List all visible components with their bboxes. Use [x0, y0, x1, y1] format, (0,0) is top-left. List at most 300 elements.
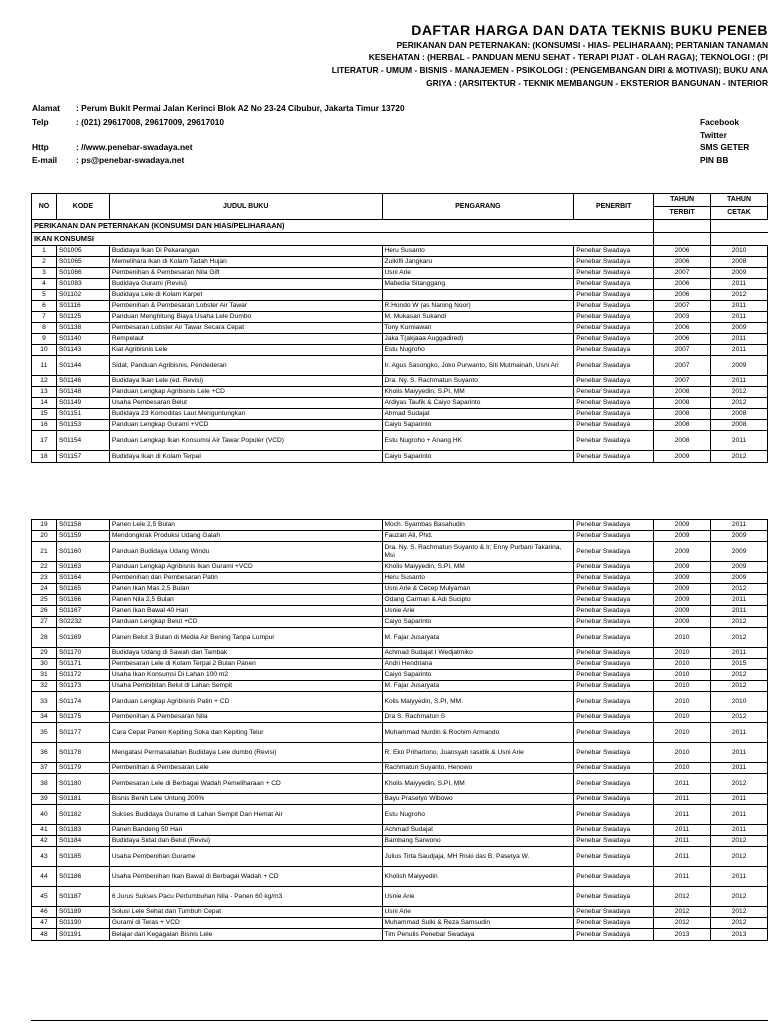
row-judul: Pembenihan dan Pembesaran Patin — [109, 573, 382, 584]
row-no: 8 — [32, 323, 57, 334]
row-no: 26 — [32, 606, 57, 617]
row-tahun-cetak: 2011 — [711, 334, 768, 345]
row-tahun-cetak: 2012 — [711, 836, 768, 847]
row-tahun-cetak: 2011 — [711, 279, 768, 290]
row-tahun-terbit: 2010 — [654, 763, 711, 774]
row-judul: Kiat Agribisnis Lele — [109, 345, 382, 356]
row-no: 42 — [32, 836, 57, 847]
category-line-2: KESEHATAN : (HERBAL - PANDUAN MENU SEHAT - TERAPI PIJAT - OLAH RAGA); TEKNOLOGI : (PI — [368, 52, 768, 62]
row-tahun-cetak: 2012 — [711, 617, 768, 628]
row-judul: Pembesaran Lele di Berbagai Wadah Pemeliharaan + CD — [109, 774, 382, 794]
row-tahun-terbit: 2010 — [654, 659, 711, 670]
table-row — [32, 681, 768, 692]
row-penerbit: Penebar Swadaya — [574, 387, 654, 398]
col-header-tahun-terbit-bottom: TERBIT — [654, 207, 711, 220]
row-penerbit: Penebar Swadaya — [574, 774, 654, 794]
row-judul: Panduan Lengkap Ikan Konsumsi Air Tawar Populer (VCD) — [109, 431, 382, 451]
row-kode: S01066 — [56, 268, 109, 279]
row-kode: S01178 — [56, 743, 109, 763]
twitter-label: Twitter — [700, 130, 727, 140]
col-header-no: NO — [32, 194, 57, 220]
row-kode: S01173 — [56, 681, 109, 692]
row-penerbit: Penebar Swadaya — [574, 847, 654, 867]
table-row — [32, 659, 768, 670]
row-judul: Pembesaran Lobster Air Tawar Secara Cepat — [109, 323, 382, 334]
row-penerbit: Penebar Swadaya — [574, 356, 654, 376]
row-no: 40 — [32, 805, 57, 825]
row-no: 13 — [32, 387, 57, 398]
row-no: 35 — [32, 723, 57, 743]
row-tahun-terbit: 2003 — [654, 312, 711, 323]
row-judul: Budidaya Lele di Kolam Karpet — [109, 290, 382, 301]
row-tahun-terbit: 2011 — [654, 825, 711, 836]
row-judul: Budidaya Ikan Di Pekarangan — [109, 246, 382, 257]
row-penerbit: Penebar Swadaya — [574, 763, 654, 774]
row-pengarang: Tim Penulis Penebar Swadaya — [382, 929, 574, 941]
row-pengarang: Caiyo Saparinto — [382, 617, 574, 628]
table-row — [32, 542, 768, 562]
row-tahun-terbit: 2006 — [654, 279, 711, 290]
row-no: 32 — [32, 681, 57, 692]
row-judul: Mengatasi Permasalahan Budidaya Lele dumbo (Revisi) — [109, 743, 382, 763]
row-pengarang: Usni Arie & Cecep Mulyaman — [382, 584, 574, 595]
row-no: 45 — [32, 887, 57, 907]
facebook-label: Facebook — [700, 117, 740, 127]
row-penerbit: Penebar Swadaya — [574, 246, 654, 257]
http-label: Http — [32, 142, 49, 152]
row-judul: Budidaya 23 Komoditas Laut Menguntungkan — [109, 409, 382, 420]
row-pengarang: Usnie Arie — [382, 606, 574, 617]
row-no: 29 — [32, 648, 57, 659]
row-tahun-terbit: 2010 — [654, 628, 711, 648]
row-penerbit: Penebar Swadaya — [574, 531, 654, 542]
row-penerbit: Penebar Swadaya — [574, 376, 654, 387]
col-header-tahun-cetak-bottom: CETAK — [711, 207, 768, 220]
empty-cell — [711, 233, 768, 246]
row-tahun-cetak: 2012 — [711, 670, 768, 681]
row-no: 21 — [32, 542, 57, 562]
row-no: 7 — [32, 312, 57, 323]
row-tahun-cetak: 2011 — [711, 825, 768, 836]
row-tahun-cetak: 2011 — [711, 763, 768, 774]
address-value: : Perum Bukit Permai Jalan Kerinci Blok A2 No 23-24 Cibubur, Jakarta Timur 13720 — [76, 103, 405, 113]
row-kode: S01182 — [56, 805, 109, 825]
row-kode: S01116 — [56, 301, 109, 312]
row-tahun-cetak: 2015 — [711, 659, 768, 670]
table-row — [32, 584, 768, 595]
table-row — [32, 712, 768, 723]
row-no: 38 — [32, 774, 57, 794]
row-tahun-terbit: 2010 — [654, 681, 711, 692]
row-tahun-terbit: 2006 — [654, 290, 711, 301]
row-penerbit: Penebar Swadaya — [574, 692, 654, 712]
row-tahun-cetak: 2008 — [711, 420, 768, 431]
row-tahun-cetak: 2011 — [711, 648, 768, 659]
row-penerbit: Penebar Swadaya — [574, 825, 654, 836]
table-row — [32, 520, 768, 531]
row-no: 39 — [32, 794, 57, 805]
table-row — [32, 723, 768, 743]
row-no: 19 — [32, 520, 57, 531]
row-tahun-cetak: 2011 — [711, 595, 768, 606]
row-tahun-cetak: 2009 — [711, 356, 768, 376]
row-kode: S01183 — [56, 825, 109, 836]
row-tahun-terbit: 2009 — [654, 617, 711, 628]
row-penerbit: Penebar Swadaya — [574, 606, 654, 617]
row-no: 31 — [32, 670, 57, 681]
row-tahun-cetak: 2010 — [711, 246, 768, 257]
table-row — [32, 301, 768, 312]
row-pengarang: Muhammad Nurdin & Rochim Armando — [382, 723, 574, 743]
row-penerbit: Penebar Swadaya — [574, 323, 654, 334]
row-no: 11 — [32, 356, 57, 376]
row-kode: S01157 — [56, 451, 109, 463]
row-no: 44 — [32, 867, 57, 887]
row-no: 36 — [32, 743, 57, 763]
row-tahun-cetak: 2011 — [711, 723, 768, 743]
row-tahun-terbit: 2010 — [654, 712, 711, 723]
row-penerbit: Penebar Swadaya — [574, 595, 654, 606]
row-tahun-cetak: 2012 — [711, 847, 768, 867]
row-tahun-cetak: 2011 — [711, 312, 768, 323]
row-tahun-terbit: 2009 — [654, 573, 711, 584]
table-row — [32, 887, 768, 907]
row-pengarang: Rachmatun Suyanto, Henowo — [382, 763, 574, 774]
row-no: 41 — [32, 825, 57, 836]
row-kode: S01175 — [56, 712, 109, 723]
row-penerbit: Penebar Swadaya — [574, 670, 654, 681]
row-no: 37 — [32, 763, 57, 774]
row-pengarang: R. Eko Prihartono, Juansyah rasidik & Usni Arie — [382, 743, 574, 763]
row-judul: Pembesaran Lele di Kolam Terpal 2 Bulan Panen — [109, 659, 382, 670]
row-no: 28 — [32, 628, 57, 648]
table-row — [32, 648, 768, 659]
row-tahun-terbit: 2010 — [654, 648, 711, 659]
email-value[interactable]: : ps@penebar-swadaya.net — [76, 155, 185, 165]
row-tahun-cetak: 2011 — [711, 376, 768, 387]
row-no: 4 — [32, 279, 57, 290]
row-kode: S01174 — [56, 692, 109, 712]
row-pengarang: Muhammad Sulki & Reza Samsudin — [382, 918, 574, 929]
row-tahun-cetak: 2009 — [711, 268, 768, 279]
row-pengarang: Kholis Maiyyedin, S.PI, MM — [382, 774, 574, 794]
row-kode: S01160 — [56, 542, 109, 562]
table-row — [32, 805, 768, 825]
row-no: 30 — [32, 659, 57, 670]
row-no: 16 — [32, 420, 57, 431]
row-no: 1 — [32, 246, 57, 257]
row-kode: S01191 — [56, 929, 109, 941]
row-kode: S01146 — [56, 376, 109, 387]
table-row — [32, 376, 768, 387]
row-penerbit: Penebar Swadaya — [574, 312, 654, 323]
row-penerbit: Penebar Swadaya — [574, 279, 654, 290]
row-pengarang — [382, 290, 574, 301]
row-pengarang: Jaka T(akjaaa Auggadired) — [382, 334, 574, 345]
row-penerbit: Penebar Swadaya — [574, 867, 654, 887]
row-pengarang: Dra S. Rachmatun S — [382, 712, 574, 723]
row-kode: S01153 — [56, 420, 109, 431]
row-judul: Panen Ikan Mas 2,5 Bulan — [109, 584, 382, 595]
row-judul: Solusi Lele Sehat dan Tumbuh Cepat — [109, 907, 382, 918]
row-penerbit: Penebar Swadaya — [574, 431, 654, 451]
row-kode: S01171 — [56, 659, 109, 670]
row-judul: Usaha Ikan Konsumsi Di Lahan 100 m2 — [109, 670, 382, 681]
row-pengarang: Moch. Syambas Basahudin — [382, 520, 574, 531]
row-judul: Usaha Pembesaran Belut — [109, 398, 382, 409]
row-tahun-cetak: 2008 — [711, 409, 768, 420]
col-header-judul: JUDUL BUKU — [109, 194, 382, 220]
category-line-1: PERIKANAN DAN PETERNAKAN: (KONSUMSI - HIAS- PELIHARAAN); PERTANIAN TANAMAN — [396, 40, 768, 50]
empty-cell — [654, 220, 711, 233]
row-penerbit: Penebar Swadaya — [574, 907, 654, 918]
row-tahun-cetak: 2012 — [711, 681, 768, 692]
row-no: 33 — [32, 692, 57, 712]
row-judul: Usaha Pembenihan Ikan Bawal di Berbagai Wadah + CD — [109, 867, 382, 887]
row-penerbit: Penebar Swadaya — [574, 836, 654, 847]
row-tahun-cetak: 2009 — [711, 562, 768, 573]
table-row — [32, 290, 768, 301]
row-kode: S01148 — [56, 387, 109, 398]
row-no: 5 — [32, 290, 57, 301]
pinbb-label: PIN BB — [700, 155, 729, 165]
table-row — [32, 420, 768, 431]
empty-cell — [711, 220, 768, 233]
row-judul: Pembenihan & Pembesaran Nila Gift — [109, 268, 382, 279]
row-kode: S01187 — [56, 887, 109, 907]
table-row — [32, 409, 768, 420]
row-tahun-cetak: 2011 — [711, 794, 768, 805]
row-kode: S01149 — [56, 398, 109, 409]
row-pengarang: Julius Tirta Saudjaja, MH Riski das B. Pasetya W. — [382, 847, 574, 867]
row-tahun-cetak: 2012 — [711, 398, 768, 409]
row-tahun-cetak: 2009 — [711, 531, 768, 542]
table-row — [32, 692, 768, 712]
row-penerbit: Penebar Swadaya — [574, 542, 654, 562]
row-tahun-terbit: 2010 — [654, 670, 711, 681]
row-pengarang: Achmad Sudajat I Wedjatmiko — [382, 648, 574, 659]
table-row — [32, 345, 768, 356]
row-kode: S02232 — [56, 617, 109, 628]
row-judul: Rempelaut — [109, 334, 382, 345]
row-penerbit: Penebar Swadaya — [574, 723, 654, 743]
table-row — [32, 268, 768, 279]
table-row — [32, 606, 768, 617]
row-tahun-cetak: 2009 — [711, 323, 768, 334]
row-kode: S01140 — [56, 334, 109, 345]
table-row — [32, 929, 768, 941]
row-pengarang: Zulkifli Jangkaru — [382, 257, 574, 268]
row-tahun-terbit: 2011 — [654, 847, 711, 867]
row-pengarang: Usni Arie — [382, 268, 574, 279]
table-row — [32, 763, 768, 774]
row-no: 14 — [32, 398, 57, 409]
row-tahun-terbit: 2010 — [654, 743, 711, 763]
row-kode: S01181 — [56, 794, 109, 805]
row-judul: Panduan Lengkap Gurami +VCD — [109, 420, 382, 431]
row-pengarang: Ardiyas Taufik & Caiyo Saparinto — [382, 398, 574, 409]
row-penerbit: Penebar Swadaya — [574, 929, 654, 941]
row-pengarang: Dra. Ny. S. Rachmatun Suyanto & Ir. Enny Purbani Takarina, Msi — [382, 542, 574, 562]
row-tahun-terbit: 2013 — [654, 929, 711, 941]
table-row — [32, 836, 768, 847]
row-tahun-terbit: 2011 — [654, 805, 711, 825]
row-judul: Budidaya Udang di Sawah dan Tambak — [109, 648, 382, 659]
row-tahun-terbit: 2009 — [654, 451, 711, 463]
row-kode: S01125 — [56, 312, 109, 323]
table-row — [32, 825, 768, 836]
row-kode: S01164 — [56, 573, 109, 584]
table-row — [32, 279, 768, 290]
address-label: Alamat — [32, 103, 60, 113]
row-kode: S01186 — [56, 867, 109, 887]
table-row — [32, 387, 768, 398]
table-row — [32, 323, 768, 334]
row-tahun-cetak: 2010 — [711, 692, 768, 712]
row-pengarang: Ir. Agus Sasongko, Joko Purwanto, Siti Mutmainah, Usni Ari — [382, 356, 574, 376]
row-penerbit: Penebar Swadaya — [574, 334, 654, 345]
row-pengarang: Ahmad Sudajat — [382, 409, 574, 420]
row-judul: Panduan Budidaya Udang Windu — [109, 542, 382, 562]
col-header-kode: KODE — [56, 194, 109, 220]
row-judul: Panduan Lengkap Agribisnis Patin + CD — [109, 692, 382, 712]
book-table-part-2 — [31, 519, 768, 941]
table-row — [32, 617, 768, 628]
row-tahun-terbit: 2012 — [654, 907, 711, 918]
row-judul: Sukses Budidaya Gurame di Lahan Sempit Dan Hemat Air — [109, 805, 382, 825]
table-row — [32, 670, 768, 681]
row-penerbit: Penebar Swadaya — [574, 659, 654, 670]
row-kode: S01158 — [56, 520, 109, 531]
row-tahun-cetak: 2012 — [711, 774, 768, 794]
row-tahun-terbit: 2007 — [654, 301, 711, 312]
row-penerbit: Penebar Swadaya — [574, 451, 654, 463]
table-row — [32, 628, 768, 648]
row-penerbit: Penebar Swadaya — [574, 409, 654, 420]
row-pengarang: Bayu Prasetyo Wibowo — [382, 794, 574, 805]
row-tahun-terbit: 2011 — [654, 867, 711, 887]
row-no: 17 — [32, 431, 57, 451]
phone-value: : (021) 29617008, 29617009, 29617010 — [76, 117, 225, 127]
row-penerbit: Penebar Swadaya — [574, 743, 654, 763]
row-pengarang: Estu Nugroho — [382, 805, 574, 825]
row-tahun-cetak: 2011 — [711, 743, 768, 763]
row-pengarang: M. Mukasan Sukandi — [382, 312, 574, 323]
row-judul: Panen Ikan Bawal 40 Hari — [109, 606, 382, 617]
row-no: 34 — [32, 712, 57, 723]
row-tahun-terbit: 2011 — [654, 836, 711, 847]
table-row — [32, 398, 768, 409]
section-title: PERIKANAN DAN PETERNAKAN (KONSUMSI DAN HIAS/PELIHARAAN) — [32, 220, 654, 233]
table-row — [32, 918, 768, 929]
row-penerbit: Penebar Swadaya — [574, 617, 654, 628]
table-row — [32, 573, 768, 584]
row-tahun-cetak: 2011 — [711, 805, 768, 825]
http-value[interactable]: : //www.penebar-swadaya.net — [76, 142, 193, 152]
row-tahun-cetak: 2011 — [711, 520, 768, 531]
row-penerbit: Penebar Swadaya — [574, 345, 654, 356]
book-table-part-1 — [31, 193, 768, 463]
table-row — [32, 562, 768, 573]
phone-row — [32, 117, 224, 127]
empty-cell — [654, 233, 711, 246]
row-penerbit: Penebar Swadaya — [574, 584, 654, 595]
row-tahun-cetak: 2009 — [711, 573, 768, 584]
row-tahun-cetak: 2012 — [711, 712, 768, 723]
row-judul: Budidaya Sidat dan Belut (Revisi) — [109, 836, 382, 847]
row-penerbit: Penebar Swadaya — [574, 398, 654, 409]
row-no: 2 — [32, 257, 57, 268]
row-kode: S01083 — [56, 279, 109, 290]
document-title: DAFTAR HARGA DAN DATA TEKNIS BUKU PENEB — [411, 22, 768, 38]
row-kode: S01154 — [56, 431, 109, 451]
row-penerbit: Penebar Swadaya — [574, 257, 654, 268]
row-penerbit: Penebar Swadaya — [574, 420, 654, 431]
phone-label: Telp — [32, 117, 49, 127]
row-tahun-terbit: 2007 — [654, 376, 711, 387]
bottom-rule — [31, 1020, 768, 1021]
col-header-pengarang: PENGARANG — [382, 194, 574, 220]
row-pengarang: R.Hondo W (as Naning Noor) — [382, 301, 574, 312]
row-penerbit: Penebar Swadaya — [574, 520, 654, 531]
row-no: 24 — [32, 584, 57, 595]
row-judul: Bisnis Benih Lele Untung 200% — [109, 794, 382, 805]
row-judul: Panduan Lengkap Belut +CD — [109, 617, 382, 628]
row-tahun-cetak: 2011 — [711, 606, 768, 617]
table-row — [32, 595, 768, 606]
row-kode: S01185 — [56, 847, 109, 867]
row-kode: S01184 — [56, 836, 109, 847]
row-tahun-terbit: 2009 — [654, 606, 711, 617]
row-penerbit: Penebar Swadaya — [574, 290, 654, 301]
row-penerbit: Penebar Swadaya — [574, 562, 654, 573]
row-penerbit: Penebar Swadaya — [574, 918, 654, 929]
row-no: 20 — [32, 531, 57, 542]
row-kode: S01163 — [56, 562, 109, 573]
row-pengarang: Kolis Maiyyedin, S.PI, MM. — [382, 692, 574, 712]
row-tahun-terbit: 2007 — [654, 345, 711, 356]
table-row — [32, 907, 768, 918]
row-kode: S01159 — [56, 531, 109, 542]
row-penerbit: Penebar Swadaya — [574, 628, 654, 648]
table-row — [32, 847, 768, 867]
row-pengarang: Heru Susanto — [382, 573, 574, 584]
row-judul: Gurami di Teras + VCD — [109, 918, 382, 929]
row-pengarang: Caiyo Saparinto — [382, 451, 574, 463]
row-tahun-cetak: 2012 — [711, 628, 768, 648]
row-kode: S01167 — [56, 606, 109, 617]
row-judul: Budidaya Gurami (Revisi) — [109, 279, 382, 290]
row-kode: S01151 — [56, 409, 109, 420]
category-line-4: GRIYA : (ARSITEKTUR - TEKNIK MEMBANGUN - EKSTERIOR BANGUNAN - INTERIOR — [426, 78, 768, 88]
table-row — [32, 334, 768, 345]
table-row — [32, 774, 768, 794]
row-pengarang: Tony Kurniawan — [382, 323, 574, 334]
row-penerbit: Penebar Swadaya — [574, 648, 654, 659]
row-kode: S01170 — [56, 648, 109, 659]
row-judul: Belajar dari Kegagalan Bisnis Lele — [109, 929, 382, 941]
row-pengarang: Estu Nugroho — [382, 345, 574, 356]
row-tahun-terbit: 2007 — [654, 268, 711, 279]
row-kode: S01005 — [56, 246, 109, 257]
row-no: 22 — [32, 562, 57, 573]
row-judul: Panen Belut 3 Bulan di Media Air Bening Tanpa Lumpur — [109, 628, 382, 648]
row-tahun-terbit: 2008 — [654, 431, 711, 451]
row-pengarang: Heru Susanto — [382, 246, 574, 257]
col-header-tahun-terbit-top: TAHUN — [654, 194, 711, 207]
row-no: 48 — [32, 929, 57, 941]
row-tahun-terbit: 2010 — [654, 692, 711, 712]
